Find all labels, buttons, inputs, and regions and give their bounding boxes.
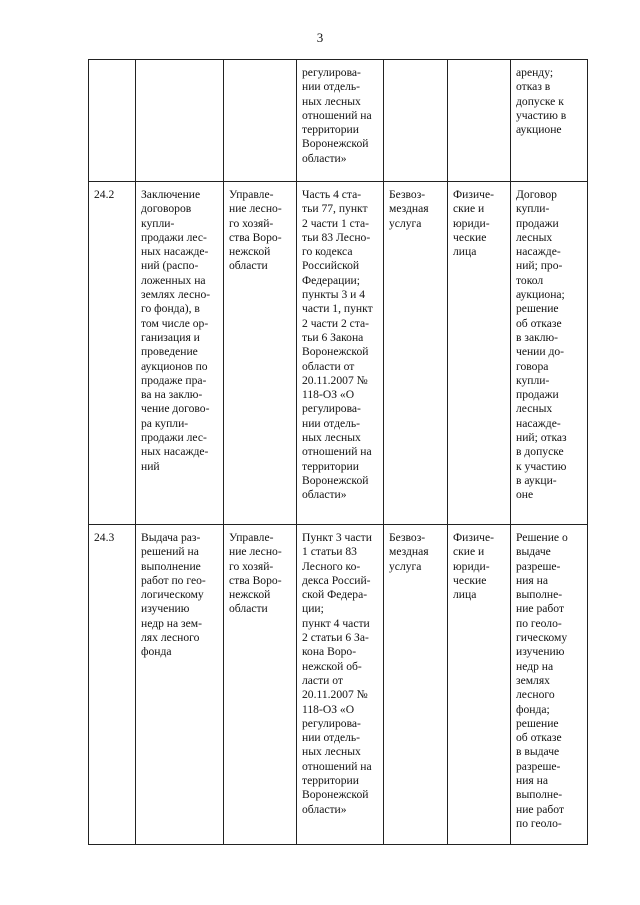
row-number-cell: 24.2 — [89, 182, 136, 525]
applicants-cell: Физиче- ские и юриди- ческие лица — [448, 525, 511, 845]
result-cell: Договор купли- продажи лесных насажде- ний; про- токол аукциона; решение об отказе в заклю- чении до- говора купли- продажи лесных насажде- ний; отказ в допуске к участию в аукци- оне — [511, 182, 588, 525]
table-row — [89, 525, 588, 845]
agency-cell: Управле- ние лесно- го хозяй- ства Воро- нежской области — [224, 525, 297, 845]
fee-cell — [384, 60, 448, 182]
result-cell: Решение о выдаче разреше- ния на выполне- ние работ по геоло- гическому изучению недр на землях лесного фонда; решение об отказе в выдаче разреше- ния на выполне- ние работ по геоло- — [511, 525, 588, 845]
fee-cell: Безвоз- мездная услуга — [384, 182, 448, 525]
applicants-cell: Физиче- ские и юриди- ческие лица — [448, 182, 511, 525]
fee-cell: Безвоз- мездная услуга — [384, 525, 448, 845]
result-cell: аренду; отказ в допуске к участию в аукционе — [511, 60, 588, 182]
table-row — [89, 60, 588, 182]
agency-cell — [224, 60, 297, 182]
row-number-cell — [89, 60, 136, 182]
legal-basis-cell: регулирова- нии отдель- ных лесных отношений на территории Воронежской области» — [297, 60, 384, 182]
row-number-cell: 24.3 — [89, 525, 136, 845]
service-name-cell — [136, 60, 224, 182]
agency-cell: Управле- ние лесно- го хозяй- ства Воро- нежской области — [224, 182, 297, 525]
legal-basis-cell: Часть 4 ста- тьи 77, пункт 2 части 1 ста- тьи 83 Лесно- го кодекса Российской Федерации; пункты 3 и 4 части 1, пункт 2 части 2 ста- тьи 6 Закона Воронежской области от 20.11.2007 № 118-ОЗ «О регулирова- нии отдель- ных лесных отношений на территории Воронежской области» — [297, 182, 384, 525]
applicants-cell — [448, 60, 511, 182]
services-table — [88, 59, 588, 845]
service-name-cell: Выдача раз- решений на выполнение работ по гео- логическому изучению недр на зем- лях лесного фонда — [136, 525, 224, 845]
service-name-cell: Заключение договоров купли- продажи лес- ных насажде- ний (распо- ложенных на землях лесно- го фонда), в том числе ор- ганизация и проведение аукционов по продаже пра- ва на заклю- чение догово- ра купли- продажи лес- ных насажде- ний — [136, 182, 224, 525]
legal-basis-cell: Пункт 3 части 1 статьи 83 Лесного ко- декса Россий- ской Федера- ции; пункт 4 части 2 статьи 6 За- кона Воро- нежской об- ласти от 20.11.2007 № 118-ОЗ «О регулирова- нии отдель- ных лесных отношений на территории Воронежской области» — [297, 525, 384, 845]
page-number: 3 — [316, 30, 324, 45]
table-row — [89, 182, 588, 525]
